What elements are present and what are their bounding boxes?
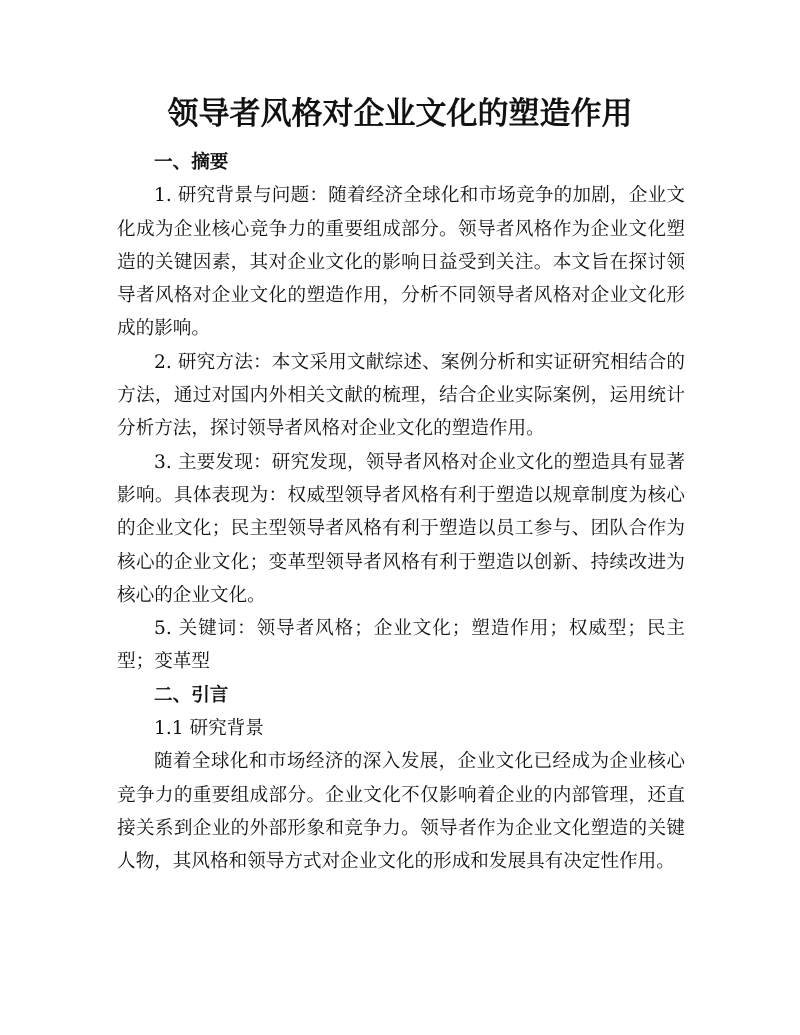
document-body (117, 146, 685, 879)
abstract-item-background: 1. 研究背景与问题：随着经济全球化和市场竞争的加剧，企业文化成为企业核心竞争力的重要组成部分。领导者风格作为企业文化塑造的关键因素，其对企业文化的影响日益受到关注。本文旨在探讨领导者风格对企业文化的塑造作用，分析不同领导者风格对企业文化形成的影响。 (117, 185, 685, 340)
abstract-item-method: 2. 研究方法：本文采用文献综述、案例分析和实证研究相结合的方法，通过对国内外相关文献的梳理，结合企业实际案例，运用统计分析方法，探讨领导者风格对企业文化的塑造作用。 (117, 351, 685, 440)
section-heading-introduction: 二、引言 (154, 684, 229, 706)
subsection-heading-background: 1.1 研究背景 (154, 718, 264, 740)
document-title: 领导者风格对企业文化的塑造作用 (167, 96, 633, 132)
abstract-item-keywords: 5. 关键词：领导者风格；企业文化；塑造作用；权威型；民主型；变革型 (117, 618, 685, 673)
abstract-item-findings: 3. 主要发现：研究发现，领导者风格对企业文化的塑造具有显著影响。具体表现为：权威型领导者风格有利于塑造以规章制度为核心的企业文化；民主型领导者风格有利于塑造以员工参与、团队合作为核心的企业文化；变革型领导者风格有利于塑造以创新、持续改进为核心的企业文化。 (117, 451, 685, 606)
introduction-paragraph: 随着全球化和市场经济的深入发展，企业文化已经成为企业核心竞争力的重要组成部分。企业文化不仅影响着企业的内部管理，还直接关系到企业的外部形象和竞争力。领导者作为企业文化塑造的关键人物，其风格和领导方式对企业文化的形成和发展具有决定性作用。 (117, 751, 685, 873)
section-heading-abstract: 一、摘要 (154, 152, 229, 173)
